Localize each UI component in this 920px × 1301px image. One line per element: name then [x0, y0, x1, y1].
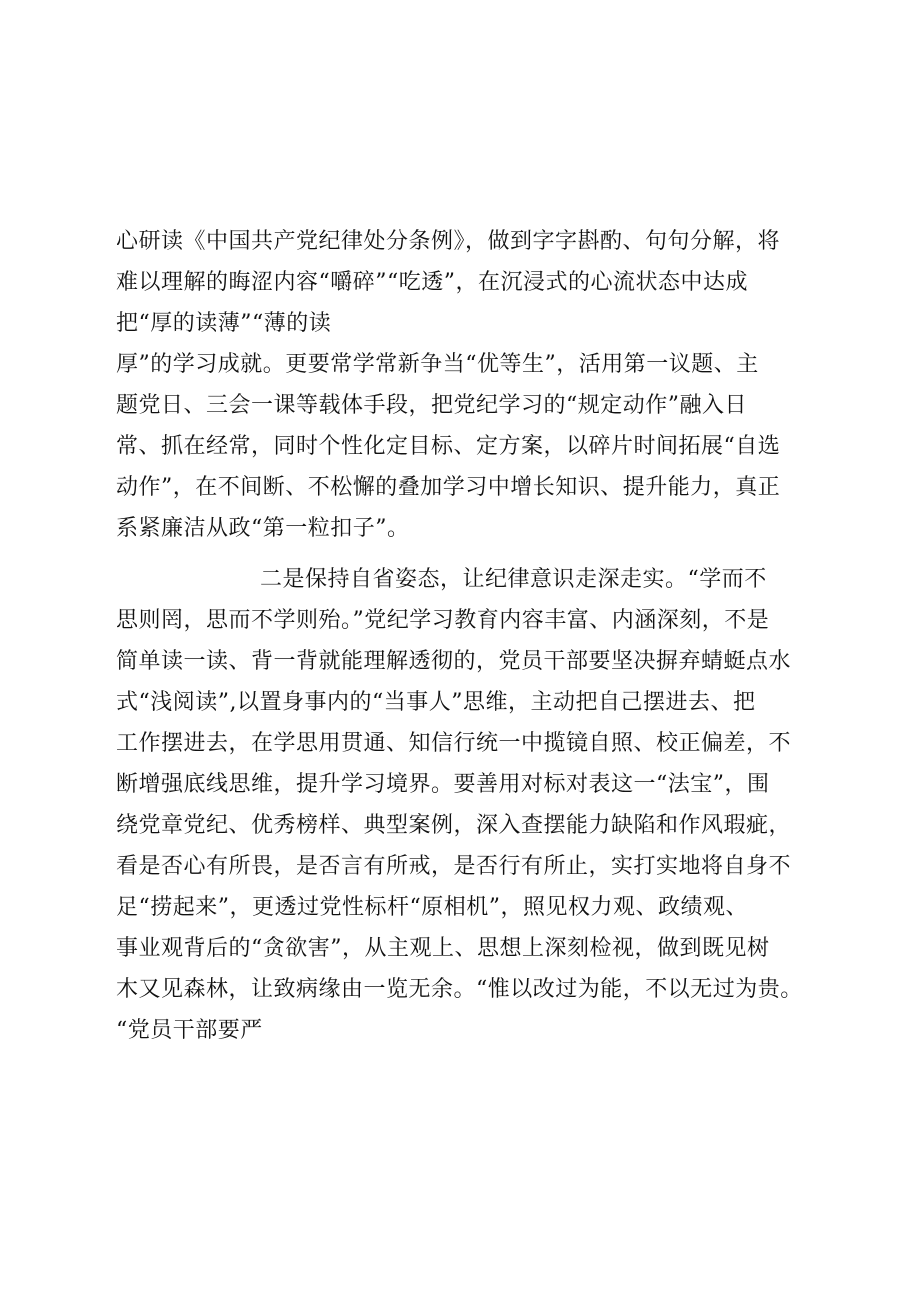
text-line-15: 绕党章党纪、优秀榜样、典型案例，深入查摆能力缺陷和作风瑕疵，	[116, 813, 792, 838]
text-line-4: 厚”的学习成就。更要常学常新争当“优等生”，活用第一议题、主	[116, 352, 759, 377]
text-line-16: 看是否心有所畏，是否言有所戒，是否行有所止，实打实地将自身不	[116, 854, 792, 879]
paragraph-heading-line: 二是保持自省姿态，让纪律意识走深走实。“学而不	[260, 567, 767, 592]
text-line-10: 思则罔，思而不学则殆。”党纪学习教育内容丰富、内涵深刻，不是	[116, 608, 770, 633]
text-line-20: “党员干部要严	[116, 1018, 263, 1043]
text-line-12: 式“浅阅读”,以置身事内的“当事人”思维，主动把自己摆进去、把	[116, 690, 756, 715]
text-line-17: 足“捞起来”，更透过党性标杆“原相机”，照见权力观、政绩观、	[116, 895, 748, 920]
text-line-18: 事业观背后的“贪欲害”，从主观上、思想上深刻检视，做到既见树	[116, 936, 770, 961]
text-line-1: 心研读《中国共产党纪律处分条例》，做到字字斟酌、句句分解，将	[116, 229, 781, 254]
text-line-11: 简单读一读、背一背就能理解透彻的，党员干部要坚决摒弃蜻蜓点水	[116, 649, 792, 674]
text-line-3: 把“厚的读薄”“薄的读	[116, 311, 332, 336]
text-line-8: 系紧廉洁从政“第一粒扣子”。	[116, 516, 410, 541]
text-line-6: 常、抓在经常，同时个性化定目标、定方案，以碎片时间拓展“自选	[116, 434, 781, 459]
text-line-14: 断增强底线思维，提升学习境界。要善用对标对表这一“法宝”，围	[116, 772, 770, 797]
text-line-19: 木又见森林，让致病缘由一览无余。“惟以改过为能，不以无过为贵。	[116, 977, 803, 1002]
text-line-7: 动作”，在不间断、不松懈的叠加学习中增长知识、提升能力，真正	[116, 475, 781, 500]
text-line-13: 工作摆进去，在学思用贯通、知信行统一中揽镜自照、校正偏差，不	[116, 731, 792, 756]
text-line-5: 题党日、三会一课等载体手段，把党纪学习的“规定动作”融入日	[116, 393, 747, 418]
text-line-2: 难以理解的晦涩内容“嚼碎”“吃透”，在沉浸式的心流状态中达成	[116, 270, 748, 295]
